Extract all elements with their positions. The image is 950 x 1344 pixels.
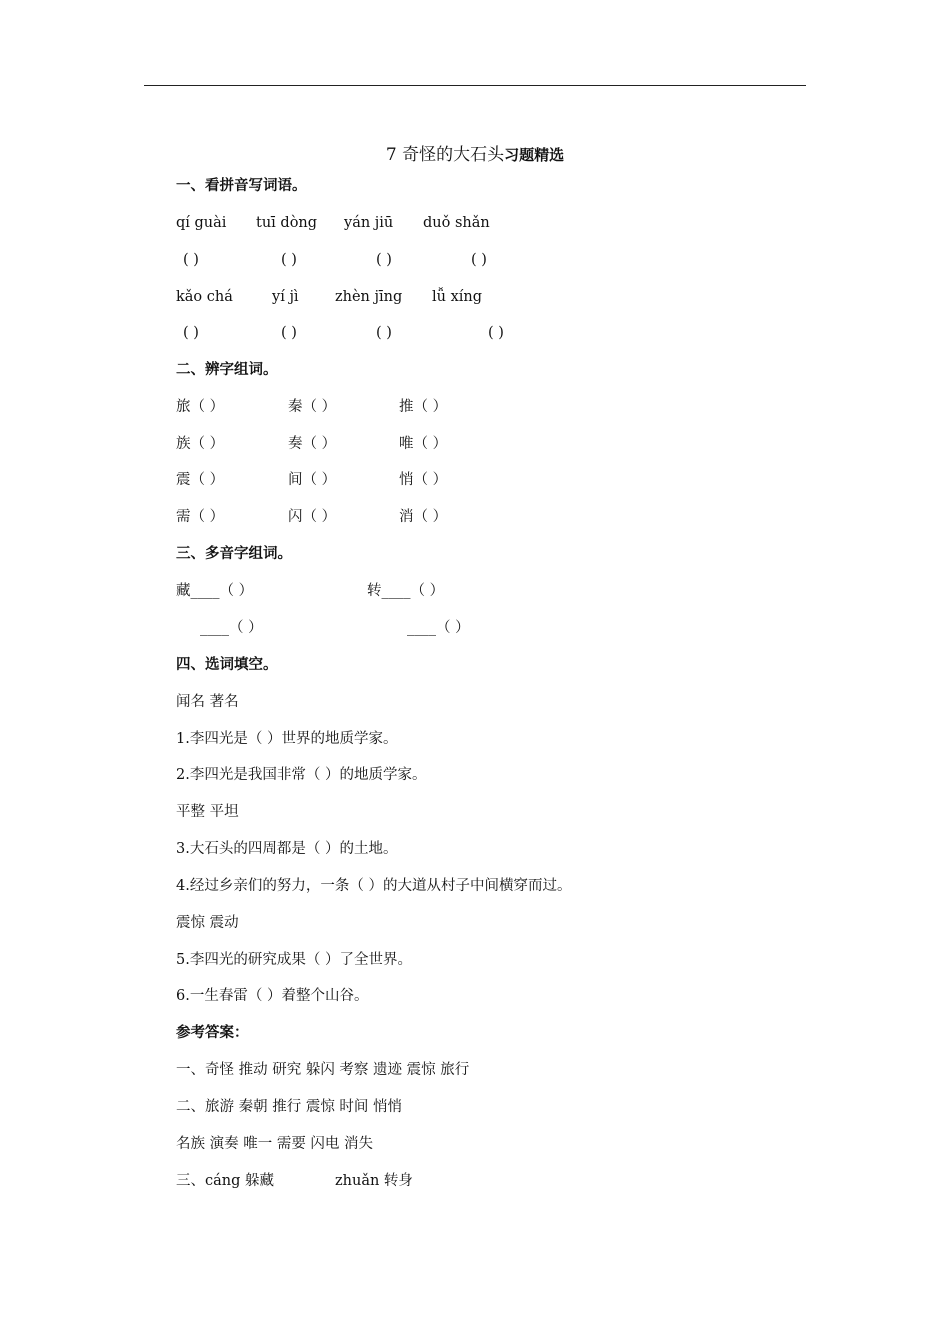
title-name: 奇怪的大石头 [402, 145, 505, 165]
answer-line: zhuǎn 转身 [335, 1173, 413, 1189]
question: 6.一生春雷（ ）着整个山谷。 [176, 988, 369, 1004]
char-item: 消（ ） [399, 509, 448, 525]
answers-heading: 参考答案： [176, 1025, 249, 1041]
question: 5.李四光的研究成果（ ）了全世界。 [176, 952, 412, 968]
question: 1.李四光是（ ）世界的地质学家。 [176, 731, 398, 747]
pinyin: yí jì [272, 289, 299, 305]
char-item: 唯（ ） [399, 436, 448, 452]
pinyin: tuī dòng [256, 215, 318, 231]
polyphone-item: 藏____（ ） [176, 583, 254, 599]
answer-line: 二、旅游 秦朝 推行 震惊 时间 悄悄 [176, 1099, 403, 1115]
answer-line: 三、cáng 躲藏 [176, 1173, 274, 1189]
polyphone-item: 转____（ ） [367, 583, 445, 599]
answer-blank: ( ) [471, 252, 487, 268]
answer-blank: ( ) [376, 325, 392, 341]
pinyin: zhèn jīng [335, 289, 403, 305]
char-item: 震（ ） [176, 472, 225, 488]
answer-line: 名族 演奏 唯一 需要 闪电 消失 [176, 1136, 374, 1152]
question: 4.经过乡亲们的努力，一条（ ）的大道从村子中间横穿而过。 [176, 878, 572, 894]
char-item: 旅（ ） [176, 399, 225, 415]
question: 2.李四光是我国非常（ ）的地质学家。 [176, 767, 427, 783]
section-3-heading: 三、多音字组词。 [176, 546, 292, 562]
char-item: 秦（ ） [288, 399, 337, 415]
char-item: 间（ ） [288, 472, 337, 488]
char-item: 推（ ） [399, 399, 448, 415]
title-suffix: 习题精选 [504, 146, 565, 164]
polyphone-item: ____（ ） [200, 620, 263, 636]
answer-blank: ( ) [281, 325, 297, 341]
section-2-heading: 二、辨字组词。 [176, 362, 278, 378]
answer-blank: ( ) [183, 325, 199, 341]
pinyin: kǎo chá [176, 289, 233, 305]
answer-blank: ( ) [376, 252, 392, 268]
title-number: 7 [385, 145, 397, 165]
header-rule [144, 85, 806, 86]
word-choices: 平整 平坦 [176, 804, 239, 820]
page-title [0, 140, 950, 165]
char-item: 奏（ ） [288, 436, 337, 452]
word-choices: 震惊 震动 [176, 915, 239, 931]
pinyin: duǒ shǎn [423, 215, 490, 231]
char-item: 闪（ ） [288, 509, 337, 525]
word-choices: 闻名 著名 [176, 694, 239, 710]
pinyin: qí guài [176, 215, 227, 231]
char-item: 悄（ ） [399, 472, 448, 488]
answer-blank: ( ) [183, 252, 199, 268]
polyphone-item: ____（ ） [407, 620, 470, 636]
pinyin: yán jiū [344, 215, 394, 231]
char-item: 需（ ） [176, 509, 225, 525]
question: 3.大石头的四周都是（ ）的土地。 [176, 841, 398, 857]
section-4-heading: 四、选词填空。 [176, 657, 278, 673]
answer-blank: ( ) [281, 252, 297, 268]
pinyin: lǚ xíng [432, 289, 483, 305]
section-1-heading: 一、看拼音写词语。 [176, 178, 307, 194]
answer-blank: ( ) [488, 325, 504, 341]
answer-line: 一、奇怪 推动 研究 躲闪 考察 遗迹 震惊 旅行 [176, 1062, 470, 1078]
char-item: 族（ ） [176, 436, 225, 452]
